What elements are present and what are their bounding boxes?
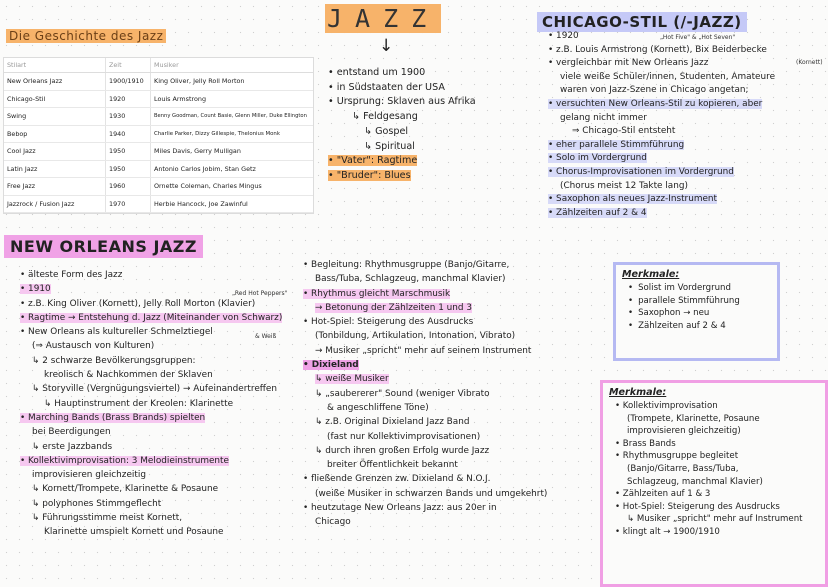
jazz-styles-table [3,57,314,214]
note-line: ↳ Feldgesang [352,111,418,123]
note-line: • z.B. King Oliver (Kornett), Jelly Roll Morton (Klavier) [20,298,256,309]
note-line: Chicago [315,517,351,528]
note-line [303,301,593,315]
table-row [4,125,313,143]
note-line: ⇒ Chicago-Stil entsteht [572,126,676,137]
table-row [4,160,313,178]
highlight: • versuchten New Orleans-Stil zu kopieren, aber [548,98,763,109]
note-line: (⇒ Austausch von Kulturen) [32,341,155,352]
page-title: Die Geschichte des Jazz [6,29,166,43]
note-line [328,154,518,169]
table-row [4,73,313,91]
note-line [20,411,305,425]
highlight: • Kollektivimprovisation: 3 Melodieinstrumente [20,455,229,466]
table-cell: Jazzrock / Fusion Jazz [4,195,106,213]
box-line: • parallele Stimmführung [616,295,777,308]
note-line: ↳ durch ihren großen Erfolg wurde Jazz [315,445,490,456]
box-line: • Brass Bands [615,438,676,449]
note-line: kreolisch & Nachkommen der Sklaven [44,370,213,381]
table-header-row [4,58,313,73]
note-line: • Begleitung: Rhythmusgruppe (Banjo/Gitarre, [303,260,510,270]
jazz-origin-notes [328,66,518,184]
table-row [4,143,313,161]
table-cell: King Oliver, Jelly Roll Morton [151,73,314,91]
note-line [548,166,823,180]
note-line: viele weiße Schüler/innen, Studenten, Amateure [560,71,776,82]
box-line: (Trompete, Klarinette, Posaune [627,413,760,424]
note-line [20,454,305,468]
note-line: Bass/Tuba, Schlagzeug, manchmal Klavier) [315,274,506,285]
box-line: Schlagzeug, manchmal Klavier) [627,476,763,487]
note-line: ↳ Kornett/Trompete, Klarinette & Posaune [32,484,219,495]
note-line: • entstand um 1900 [328,67,426,78]
highlight: → Betonung der Zählzeiten 1 und 3 [315,302,473,313]
box-line: • Zählzeiten auf 2 & 4 [616,320,777,333]
table-cell: Antonio Carlos Jobim, Stan Getz [151,160,314,178]
note-line: ↳ Gospel [364,125,409,137]
note-line: • heutzutage New Orleans Jazz: aus 20er in [303,503,497,514]
box-line: • Saxophon → neu [616,307,777,320]
highlight: • Solo im Vordergrund [548,153,647,164]
box-title: Merkmale: [609,387,667,398]
note-line: ↳ Spiritual [364,140,415,152]
table-cell: 1940 [106,125,151,143]
new-orleans-notes-right [303,258,593,530]
table-row [4,178,313,196]
note-line: ↳ Hauptinstrument der Kreolen: Klarinette [44,398,234,409]
box-line: (Banjo/Gitarre, Bass/Tuba, [627,463,739,474]
table-cell: Miles Davis, Gerry Mulligan [151,143,314,161]
table-row [4,195,313,213]
table-cell: 1950 [106,143,151,161]
new-orleans-title: NEW ORLEANS JAZZ [4,235,203,258]
highlight: • Saxophon als neues Jazz-Instrument [548,194,718,205]
note-line: (weiße Musiker in schwarzen Bands und umgekehrt) [315,488,548,499]
box-line: • Kollektivimprovisation [615,401,718,411]
box-line: • Solist im Vordergrund [616,282,777,295]
table-cell: Benny Goodman, Count Basie, Glenn Miller, Duke Ellington [151,108,314,126]
note-line: ↳ 2 schwarze Bevölkerungsgruppen: [32,355,196,366]
weiss-note: & Weiß [255,333,277,340]
highlight: • Ragtime → Entstehung d. Jazz (Miteinander von Schwarz) [20,312,283,323]
note-line: waren von Jazz-Szene in Chicago angetan; [560,85,749,96]
box-line: improvisieren gleichzeitig) [627,426,741,437]
note-line [20,311,305,325]
merkmale-chicago-box [613,262,780,361]
table-cell: 1920 [106,90,151,108]
table-cell: Chicago-Stil [4,90,106,108]
bruder-line: • "Bruder": Blues [328,169,411,181]
highlight: ↳ weiße Musiker [315,374,389,385]
note-line: ↳ polyphones Stimmgeflecht [32,498,162,509]
kornett-note: (Kornett) [796,59,823,66]
table-cell: Charlie Parker, Dizzy Gillespie, Thelonius Monk [151,125,314,143]
hot-five-note: „Hot Five" & „Hot Seven" [660,34,736,41]
note-line [548,139,823,153]
table-cell: New Orleans Jazz [4,73,106,91]
box-title: Merkmale: [622,269,680,280]
note-line [548,207,823,221]
note-line: ↳ Führungsstimme meist Kornett, [32,513,183,524]
note-line: ↳ z.B. Original Dixieland Jazz Band [315,417,470,428]
merkmale-new-orleans-box [600,380,828,587]
note-line: → Musiker „spricht" mehr auf seinem Instrument [315,345,532,356]
note-line: breiter Öffentlichkeit bekannt [327,460,458,471]
column-header: Musiker [151,58,314,73]
table-cell: Swing [4,108,106,126]
note-line: Klarinette umspielt Kornett und Posaune [44,527,224,538]
note-line: • fließende Grenzen zw. Dixieland & N.O.J. [303,474,491,485]
note-line: • in Südstaaten der USA [328,81,445,93]
highlight: • Rhythmus gleicht Marschmusik [303,288,451,299]
table-row [4,90,313,108]
note-line: ↳ „saubererer" Sound (weniger Vibrato [315,388,490,399]
table-cell: Ornette Coleman, Charles Mingus [151,178,314,196]
column-header: Zeit [106,58,151,73]
note-line: • Hot-Spiel: Steigerung des Ausdrucks [303,317,474,328]
note-line: • Ursprung: Sklaven aus Afrika [328,96,476,108]
column-header: Stilart [4,58,106,73]
table-cell: Louis Armstrong [151,90,314,108]
highlight: • eher parallele Stimmführung [548,139,685,150]
note-line [548,152,823,166]
red-hot-peppers-note: „Red Hot Peppers" [232,290,288,297]
highlight: • 1910 [20,284,51,295]
note-line: ↳ Storyville (Vergnügungsviertel) → Aufeinandertreffen [32,384,277,395]
arrow-down-icon: ↓ [379,36,394,56]
box-line: • klingt alt → 1900/1910 [615,526,720,537]
table-cell: Bebop [4,125,106,143]
note-line: (Tonbildung, Artikulation, Intonation, Vibrato) [315,331,516,342]
note-line [20,282,305,296]
note-line [328,169,518,184]
highlight: • Marching Bands (Brass Brands) spielten [20,412,206,423]
table-cell: 1930 [106,108,151,126]
note-line: & angeschliffene Töne) [327,402,429,413]
note-line [303,287,593,301]
note-line [303,372,593,386]
table-cell: 1950 [106,160,151,178]
note-line: bei Beerdigungen [32,427,111,438]
table-cell: 1900/1910 [106,73,151,91]
jazz-heading: JAZZ [327,4,440,33]
table-row [4,108,313,126]
box-line: • Hot-Spiel: Steigerung des Ausdrucks [615,501,780,512]
table-cell: Latin Jazz [4,160,106,178]
note-line: • 1920 [548,31,579,41]
table-cell: 1960 [106,178,151,196]
note-line: ↳ erste Jazzbands [32,441,113,452]
table-cell: Cool Jazz [4,143,106,161]
note-line: • vergleichbar mit New Orleans Jazz [548,58,709,69]
note-line: • älteste Form des Jazz [20,270,123,280]
highlight: • Zählzeiten auf 2 & 4 [548,207,647,218]
note-line: improvisieren gleichzeitig [32,470,146,481]
highlight: • Chorus-Improvisationen im Vordergrund [548,166,734,177]
vater-line: • "Vater": Ragtime [328,155,418,167]
note-line: (Chorus meist 12 Takte lang) [560,180,688,191]
note-line: • New Orleans als kultureller Schmelztiegel [20,327,213,338]
table-cell: 1970 [106,195,151,213]
table-cell: Herbie Hancock, Joe Zawinful [151,195,314,213]
note-line [548,193,823,207]
box-line: • Rhythmusgruppe begleitet [615,451,739,462]
note-line [548,98,823,112]
box-line: • Zählzeiten auf 1 & 3 [615,489,711,500]
note-line [303,358,593,372]
note-line: (fast nur Kollektivimprovisationen) [327,431,481,442]
dixieland-highlight: • Dixieland [303,360,359,371]
table-cell: Free Jazz [4,178,106,196]
chicago-notes [548,30,823,220]
chicago-title: CHICAGO-STIL (/-JAZZ) [537,12,747,32]
note-line: • z.B. Louis Armstrong (Kornett), Bix Beiderbecke [548,44,767,55]
box-line: ↳ Musiker „spricht" mehr auf Instrument [627,514,803,525]
note-line: gelang nicht immer [560,112,647,123]
new-orleans-notes-left [20,268,305,540]
